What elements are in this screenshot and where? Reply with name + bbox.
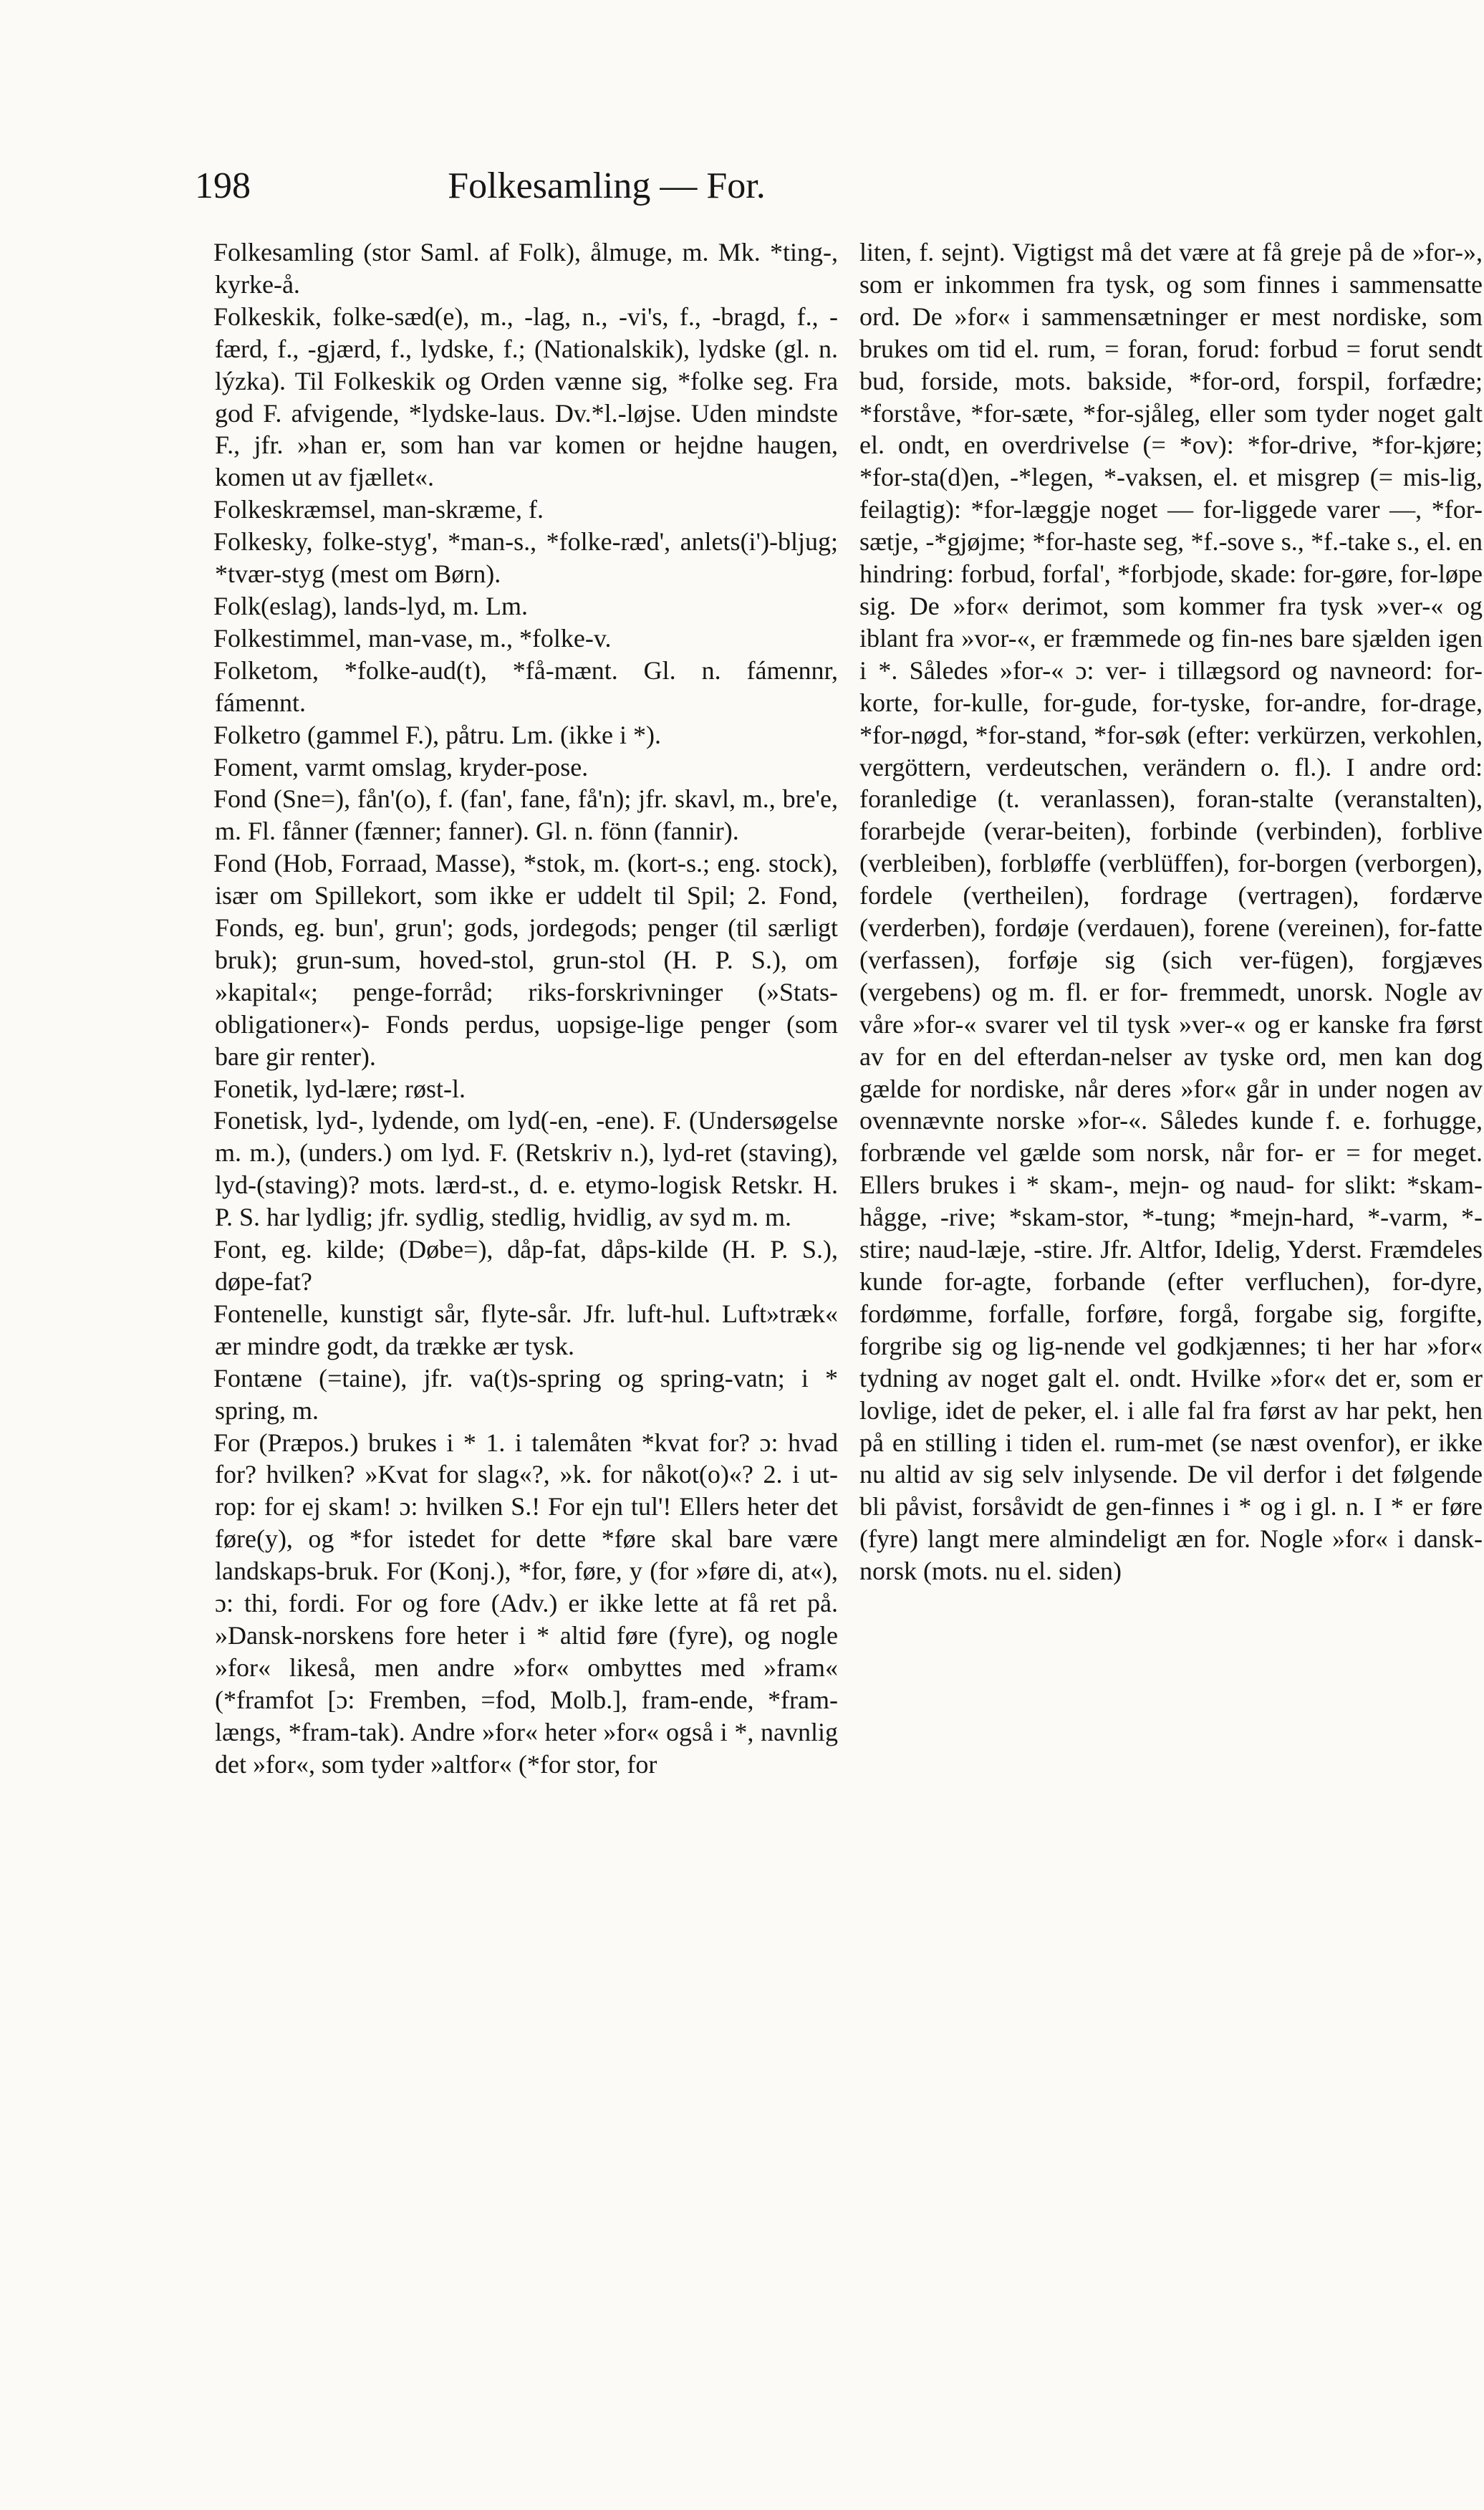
entry-foment: Foment, varmt omslag, kryder-pose. [213, 752, 589, 782]
entry-font: Font, eg. kilde; (Døbe=), dåp-fat, dåps-kilde (H. P. S.), døpe-fat? [213, 1235, 838, 1296]
entry-folkeslag: Folk(eslag), lands-lyd, m. Lm. [213, 591, 528, 620]
running-title: Folkesamling — For. [448, 165, 766, 206]
entry-fonetik: Fonetik, lyd-lære; røst-l. [213, 1074, 466, 1103]
entry-folketro: Folketro (gammel F.), påtru. Lm. (ikke i *). [213, 720, 661, 749]
entry-folkeskik: Folkeskik, folke-sæd(e), m., -lag, n., -vi's, f., -bragd, f., -færd, f., -gjærd, f., lydske, f.; (Nationalskik), lydske (gl. n. lýzka). Til Folkeskik og Orden vænne sig, *folke seg. Fra god F. afvigende, *lydske-laus. Dv.*l.-løjse. Uden mindste F., jfr. »han er, som han var komen or hejdne haugen, komen ut av fjællet«. [213, 302, 838, 492]
entry-for-continued: liten, f. sejnt). Vigtigst må det være at få greje på de »for-», som er inkommen fra tysk, og som finnes i sammensatte ord. De »for« i sammensætninger er mest nordiske, som brukes om tid el. rum, = foran, forud: forbud = forut sendt bud, forside, mots. bakside, *for-ord, forspil, forfædre; *forståve, *for-sæte, *for-sjåleg, eller som tyder noget galt el. ondt, en overdrivelse (= *ov): *for-drive, *for-kjøre; *for-sta(d)en, -*legen, *-vaksen, el. et misgrep (= mis-lig, feilagtig): *for-læggje noget — for-liggede varer —, *for-sætje, -*gjøjme; *for-haste seg, *f.-sove s., *f.-take s., el. en hindring: forbud, forfal', *forbjode, skade: for-gøre, for-løpe sig. De »for« derimot, som kommer fra tysk »ver-« og iblant fra »vor-«, er fræmmede og fin-nes bare sjælden igen i *. Således »for-« ɔ: ver- i tillægsord og navneord: for-korte, for-kulle, for-gude, for-tyske, for-andre, for-drage, *for-nøgd, *for-stand, *for-søk (efter: verkürzen, verkohlen, vergöttern, verdeutschen, verändern o. fl.). I andre ord: foranledige (t. veranlassen), foran-stalte (veranstalten), forarbejde (verar-beiten), forbinde (verbinden), forblive (verbleiben), forbløffe (verblüffen), for-borgen (verborgen), fordele (vertheilen), fordrage (vertragen), fordærve (verderben), fordøje (verdauen), forene (vereinen), for-fatte (verfassen), forføje sig (sich ver-fügen), forgjæves (vergebens) og m. fl. er for- fremmedt, unorsk. Nogle av våre »for-« svarer vel til tysk »ver-« og er kanske fra først av for en del efterdan-nelser av tyske ord, men kan dog gælde for nordiske, når deres »for« går in under nogen av ovennævnte norske »for-«. Således kunde f. e. forhugge, forbrænde vel gælde som norsk, når for- er = for meget. Ellers brukes i * skam-, mejn- og naud- for slikt: *skam-hågge, -rive; *skam-stor, *-tung; *mejn-hard, *-varm, *-stire; naud-læje, -stire. Jfr. Altfor, Idelig, Yderst. Fræmdeles kunde for-agte, forbande (efter verfluchen), for-dyre, fordømme, forfalle, forføre, forgå, forgabe sig, forgifte, forgribe sig og lig-nende vel godkjænnes; ti her har »for« tydning av noget galt el. ondt. Hvilke »for« det er, som er lovlige, idet de peker, el. i alle fal fra først av har pekt, hen på en stilling i tiden el. rum-met (se næst ovenfor), er ikke nu altid av sig selv inlysende. De vil derfor i det følgende bli påvist, forsåvidt de gen-finnes i * og i gl. n. I * er føre (fyre) langt mere almindeligt æn for. Nogle »for« i dansk-norsk (mots. nu el. siden) [859, 238, 1483, 1586]
left-column [215, 236, 838, 1781]
page-header [195, 158, 1018, 215]
entry-folkesamling: Folkesamling (stor Saml. af Folk), ålmuge, m. Mk. *ting-, kyrke-å. [213, 238, 838, 299]
entry-folkesky: Folkesky, folke-styg', *man-s., *folke-ræd', anlets(i')-bljug; *tvær-styg (mest om Børn). [213, 527, 838, 589]
entry-fontaene: Fontæne (=taine), jfr. va(t)s-spring og spring-vatn; i * spring, m. [213, 1363, 838, 1425]
entry-folketom: Folketom, *folke-aud(t), *få-mænt. Gl. n. fámennr, fámennt. [213, 655, 838, 717]
entry-fond-hob: Fond (Hob, Forraad, Masse), *stok, m. (kort-s.; eng. stock), især om Spillekort, som ikke er uddelt til Spil; 2. Fond, Fonds, eg. bun', grun'; gods, jordegods; penger (til særligt bruk); grun-sum, hoved-stol, grun-stol (H. P. S.), om »kapital«; penge-forråd; riks-forskrivninger (»Stats-obligationer«)- Fonds perdus, uopsige-lige penger (som bare gir renter). [213, 849, 838, 1071]
entry-folkestimmel: Folkestimmel, man-vase, m., *folke-v. [213, 623, 612, 653]
entry-folkeskraemsel: Folkeskræmsel, man-skræme, f. [213, 495, 544, 524]
right-column [859, 236, 1483, 1587]
entry-fond-sne: Fond (Sne=), fån'(o), f. (fan', fane, få'n); jfr. skavl, m., bre'e, m. Fl. fånner (fænner; fanner). Gl. n. fönn (fannir). [213, 784, 838, 846]
entry-fonetisk: Fonetisk, lyd-, lydende, om lyd(-en, -ene). F. (Undersøgelse m. m.), (unders.) om lyd. F. (Retskriv n.), lyd-ret (staving), lyd-(staving)? mots. lærd-st., d. e. etymo-logisk Retskr. H. P. S. har lydlig; jfr. sydlig, stedlig, hvidlig, av syd m. m. [213, 1106, 838, 1232]
entry-for: For (Præpos.) brukes i * 1. i talemåten *kvat for? ɔ: hvad for? hvilken? »Kvat for slag«?, »k. for nåkot(o)«? 2. i ut-rop: for ej skam! ɔ: hvilken S.! For ejn tul'! Ellers heter det føre(y), og *for istedet for dette *føre skal bare være landskaps-bruk. For (Konj.), *for, føre, y (for »føre di, at«), ɔ: thi, fordi. For og fore (Adv.) er ikke lette at få ret på. »Dansk-norskens fore heter i * altid føre (fyre), og nogle »for« likeså, men andre »for« ombyttes med »fram« (*framfot [ɔ: Fremben, =fod, Molb.], fram-ende, *fram-længs, *fram-tak). Andre »for« heter »for« også i *, navnlig det »for«, som tyder »altfor« (*for stor, for [213, 1428, 838, 1779]
page-number: 198 [195, 165, 251, 206]
entry-fontenelle: Fontenelle, kunstigt sår, flyte-sår. Jfr. luft-hul. Luft»træk« ær mindre godt, da trække ær tysk. [213, 1299, 838, 1360]
